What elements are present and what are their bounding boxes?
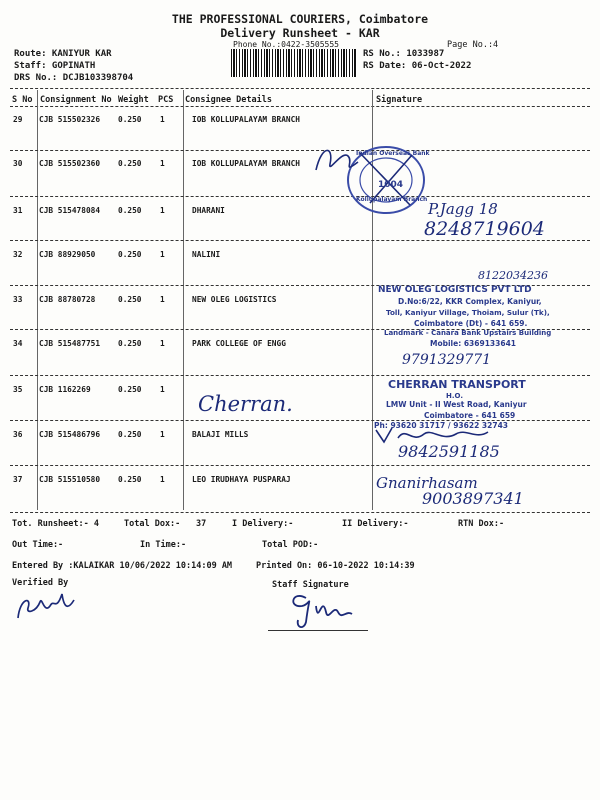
row-consignee: IOB KOLLUPALAYAM BRANCH <box>192 159 300 168</box>
row-consignee: DHARANI <box>192 206 225 215</box>
out-time: Out Time:- <box>12 540 64 550</box>
cherran-stamp-name: CHERRAN TRANSPORT <box>388 378 526 391</box>
oleg-stamp-line: D.No:6/22, KKR Complex, Kaniyur, <box>398 297 542 306</box>
company-title: THE PROFESSIONAL COURIERS, Coimbatore <box>171 12 429 26</box>
row-consignee: IOB KOLLUPALAYAM BRANCH <box>192 115 300 124</box>
row-consignee: NEW OLEG LOGISTICS <box>192 295 277 304</box>
page-number: Page No.:4 <box>447 40 499 50</box>
row-rule <box>10 150 590 151</box>
row-consignee: BALAJI MILLS <box>192 430 249 439</box>
row-consignee: LEO IRUDHAYA PUSPARAJ <box>192 475 291 484</box>
rtn-dox: RTN Dox:- <box>458 519 505 529</box>
row-pcs: 1 <box>160 115 165 124</box>
table-bottom-rule <box>10 512 590 513</box>
table-top-rule <box>10 88 590 89</box>
staff-signature <box>272 586 362 634</box>
oleg-stamp-line: Landmark - Canara Bank Upstairs Building <box>384 329 552 337</box>
row-weight: 0.250 <box>118 250 142 259</box>
row-sno: 31 <box>13 206 23 215</box>
row-consignment: CJB 88929050 <box>39 250 96 259</box>
row-weight: 0.250 <box>118 295 142 304</box>
oleg-stamp-name: NEW OLEG LOGISTICS PVT LTD <box>378 285 532 295</box>
row-sno: 34 <box>13 339 23 348</box>
oleg-stamp-line: Toll, Kaniyur Village, Thoiam, Sulur (Tk), <box>386 308 550 317</box>
row-weight: 0.250 <box>118 115 142 124</box>
col-header-consignment: Consignment No <box>40 95 112 105</box>
col-header-signature: Signature <box>376 95 423 105</box>
cherran-stamp-phone: Ph: 93620 31717 / 93622 32743 <box>374 421 509 430</box>
handwritten-phone: 9842591185 <box>398 442 500 461</box>
total-pod: Total POD:- <box>262 540 319 550</box>
total-dox-value: 37 <box>196 519 207 529</box>
row-sno: 37 <box>13 475 23 484</box>
row-pcs: 1 <box>160 295 165 304</box>
row-rule <box>10 465 590 466</box>
table-header-rule <box>10 106 590 107</box>
row-weight: 0.250 <box>118 206 142 215</box>
row-consignee: NALINI <box>192 250 221 259</box>
route-label: Route: KANIYUR KAR <box>14 49 112 59</box>
rs-number: RS No.: 1033987 <box>363 49 445 59</box>
ii-delivery: II Delivery:- <box>342 519 409 529</box>
drs-number: DRS No.: DCJB103398704 <box>14 73 134 83</box>
row-sno: 35 <box>13 385 23 394</box>
row-pcs: 1 <box>160 159 165 168</box>
row-consignment: CJB 515478084 <box>39 206 101 215</box>
cherran-stamp-ho: H.O. <box>446 392 463 400</box>
row-weight: 0.250 <box>118 339 142 348</box>
col-header-sno: S No <box>12 95 33 105</box>
row-weight: 0.250 <box>118 159 142 168</box>
total-dox-label: Total Dox:- <box>124 519 181 529</box>
row-pcs: 1 <box>160 385 165 394</box>
in-time: In Time:- <box>140 540 187 550</box>
row-weight: 0.250 <box>118 475 142 484</box>
row-rule <box>10 375 590 376</box>
row-pcs: 1 <box>160 206 165 215</box>
row-sno: 36 <box>13 430 23 439</box>
row-pcs: 1 <box>160 430 165 439</box>
row-weight: 0.250 <box>118 385 142 394</box>
col-divider <box>183 90 184 510</box>
rs-date: RS Date: 06-Oct-2022 <box>363 61 472 71</box>
handwritten-signature: P.Jagg 18 <box>428 200 498 218</box>
total-runsheet: Tot. Runsheet:- 4 <box>12 519 99 529</box>
iob-stamp-bank: Indian Overseas Bank <box>356 150 430 157</box>
row-pcs: 1 <box>160 250 165 259</box>
verified-by-label: Verified By <box>12 578 69 588</box>
phone-number: Phone No.:0422-3505555 <box>233 40 339 49</box>
row-consignee: PARK COLLEGE OF ENGG <box>192 339 286 348</box>
row-sno: 32 <box>13 250 23 259</box>
col-header-weight: Weight <box>118 95 149 105</box>
row-rule <box>10 240 590 241</box>
signature-scribble <box>312 140 362 180</box>
row-consignment: CJB 515486796 <box>39 430 101 439</box>
row-pcs: 1 <box>160 475 165 484</box>
runsheet-title: Delivery Runsheet - KAR <box>220 26 380 40</box>
cherran-stamp-line: Coimbatore - 641 659 <box>424 411 516 420</box>
row-pcs: 1 <box>160 339 165 348</box>
handwritten-consignee: Cherran. <box>198 392 293 416</box>
printed-on: Printed On: 06-10-2022 10:14:39 <box>256 561 415 571</box>
col-header-consignee: Consignee Details <box>185 95 272 105</box>
i-delivery: I Delivery:- <box>232 519 294 529</box>
staff-signature-line <box>268 630 368 631</box>
entered-by: Entered By :KALAIKAR 10/06/2022 10:14:09 AM <box>12 561 233 571</box>
iob-stamp-branch: Kollupalayam Branch <box>356 196 428 203</box>
staff-label: Staff: GOPINATH <box>14 61 96 71</box>
row-sno: 33 <box>13 295 23 304</box>
row-sno: 30 <box>13 159 23 168</box>
staff-signature-label: Staff Signature <box>272 580 349 590</box>
iob-stamp-code: 1004 <box>378 180 404 190</box>
handwritten-phone: 8122034236 <box>478 269 548 282</box>
oleg-stamp-line: Coimbatore (Dt) - 641 659. <box>414 319 528 328</box>
handwritten-phone: 8248719604 <box>424 218 545 240</box>
barcode <box>231 49 357 77</box>
row-consignment: CJB 1162269 <box>39 385 91 394</box>
row-consignment: CJB 515502360 <box>39 159 101 168</box>
col-divider <box>37 90 38 510</box>
row-sno: 29 <box>13 115 23 124</box>
oleg-stamp-mobile: Mobile: 6369133641 <box>430 339 517 348</box>
row-consignment: CJB 515510580 <box>39 475 101 484</box>
row-consignment: CJB 88780728 <box>39 295 96 304</box>
handwritten-phone: 9003897341 <box>422 489 524 508</box>
row-consignment: CJB 515487751 <box>39 339 101 348</box>
row-rule <box>10 196 590 197</box>
cherran-stamp-line: LMW Unit - II West Road, Kaniyur <box>386 400 527 409</box>
handwritten-phone: 9791329771 <box>402 352 492 368</box>
verified-signature <box>14 588 78 624</box>
col-header-pcs: PCS <box>158 95 174 105</box>
row-weight: 0.250 <box>118 430 142 439</box>
row-consignment: CJB 515502326 <box>39 115 101 124</box>
handwritten-signature: Gnanirhasam <box>376 474 478 492</box>
